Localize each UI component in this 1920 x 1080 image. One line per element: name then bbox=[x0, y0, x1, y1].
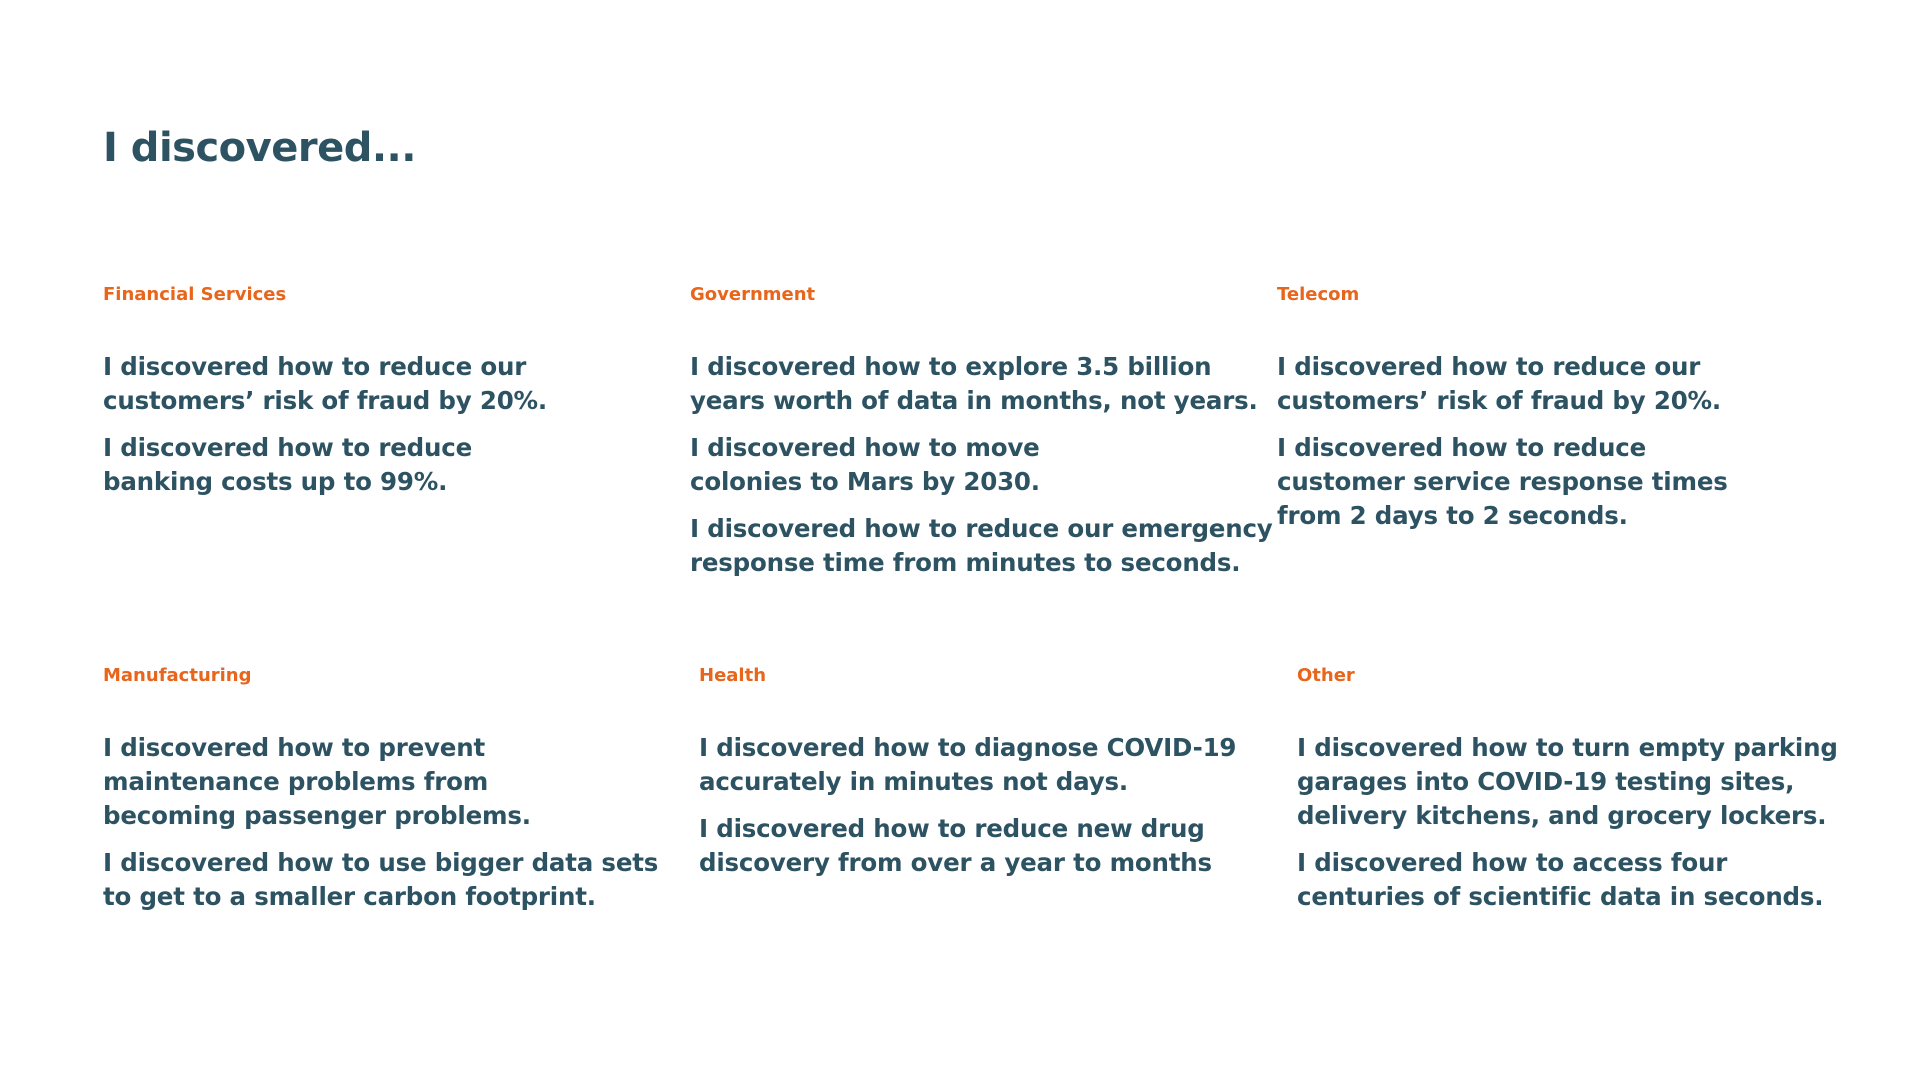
statement bbox=[1297, 731, 1838, 833]
statement-line: I discovered how to diagnose COVID-19 bbox=[699, 733, 1237, 762]
statement bbox=[699, 731, 1236, 799]
statement bbox=[103, 731, 658, 833]
statement bbox=[1297, 846, 1838, 914]
statement-line: I discovered how to reduce new drug bbox=[699, 814, 1205, 843]
statement-line: banking costs up to 99%. bbox=[103, 467, 448, 496]
statement-line: I discovered how to move bbox=[690, 433, 1040, 462]
statement bbox=[103, 846, 658, 914]
statement-line: I discovered how to reduce bbox=[1277, 433, 1646, 462]
section-telecom bbox=[1277, 286, 1728, 546]
statement-line: maintenance problems from bbox=[103, 767, 489, 796]
statement-line: customers’ risk of fraud by 20%. bbox=[103, 386, 548, 415]
section-financial-services bbox=[103, 286, 547, 512]
statement-line: delivery kitchens, and grocery lockers. bbox=[1297, 801, 1827, 830]
section-health bbox=[699, 667, 1236, 893]
statement-line: response time from minutes to seconds. bbox=[690, 548, 1241, 577]
statement-line: accurately in minutes not days. bbox=[699, 767, 1128, 796]
statement-line: I discovered how to access four bbox=[1297, 848, 1728, 877]
statement-line: from 2 days to 2 seconds. bbox=[1277, 501, 1628, 530]
statement bbox=[1277, 350, 1728, 418]
statement-line: I discovered how to prevent bbox=[103, 733, 485, 762]
statement-line: I discovered how to explore 3.5 billion bbox=[690, 352, 1212, 381]
statement-line: discovery from over a year to months bbox=[699, 848, 1212, 877]
statement bbox=[103, 350, 547, 418]
statement bbox=[690, 512, 1273, 580]
statement-line: customers’ risk of fraud by 20%. bbox=[1277, 386, 1722, 415]
statement-line: I discovered how to reduce our bbox=[1277, 352, 1701, 381]
section-manufacturing bbox=[103, 667, 658, 927]
category-label: Manufacturing bbox=[103, 665, 252, 686]
statement-line: I discovered how to use bigger data sets bbox=[103, 848, 659, 877]
statement-line: years worth of data in months, not years. bbox=[690, 386, 1258, 415]
category-label: Other bbox=[1297, 665, 1355, 686]
page-title: I discovered... bbox=[103, 125, 416, 171]
statement-line: I discovered how to turn empty parking bbox=[1297, 733, 1838, 762]
statement-line: customer service response times bbox=[1277, 467, 1728, 496]
statement-line: garages into COVID-19 testing sites, bbox=[1297, 767, 1795, 796]
statement-line: I discovered how to reduce our bbox=[103, 352, 527, 381]
statement bbox=[103, 431, 547, 499]
statement bbox=[690, 431, 1273, 499]
category-label: Telecom bbox=[1277, 284, 1360, 305]
statement bbox=[690, 350, 1273, 418]
statement-line: centuries of scientific data in seconds. bbox=[1297, 882, 1824, 911]
statement-line: I discovered how to reduce our emergency bbox=[690, 514, 1273, 543]
section-other bbox=[1297, 667, 1838, 927]
statement-line: becoming passenger problems. bbox=[103, 801, 531, 830]
category-label: Financial Services bbox=[103, 284, 287, 305]
statement-line: colonies to Mars by 2030. bbox=[690, 467, 1040, 496]
statement bbox=[1277, 431, 1728, 533]
statement-line: to get to a smaller carbon footprint. bbox=[103, 882, 596, 911]
statement-line: I discovered how to reduce bbox=[103, 433, 472, 462]
category-label: Health bbox=[699, 665, 767, 686]
section-government bbox=[690, 286, 1273, 593]
statement bbox=[699, 812, 1236, 880]
category-label: Government bbox=[690, 284, 816, 305]
